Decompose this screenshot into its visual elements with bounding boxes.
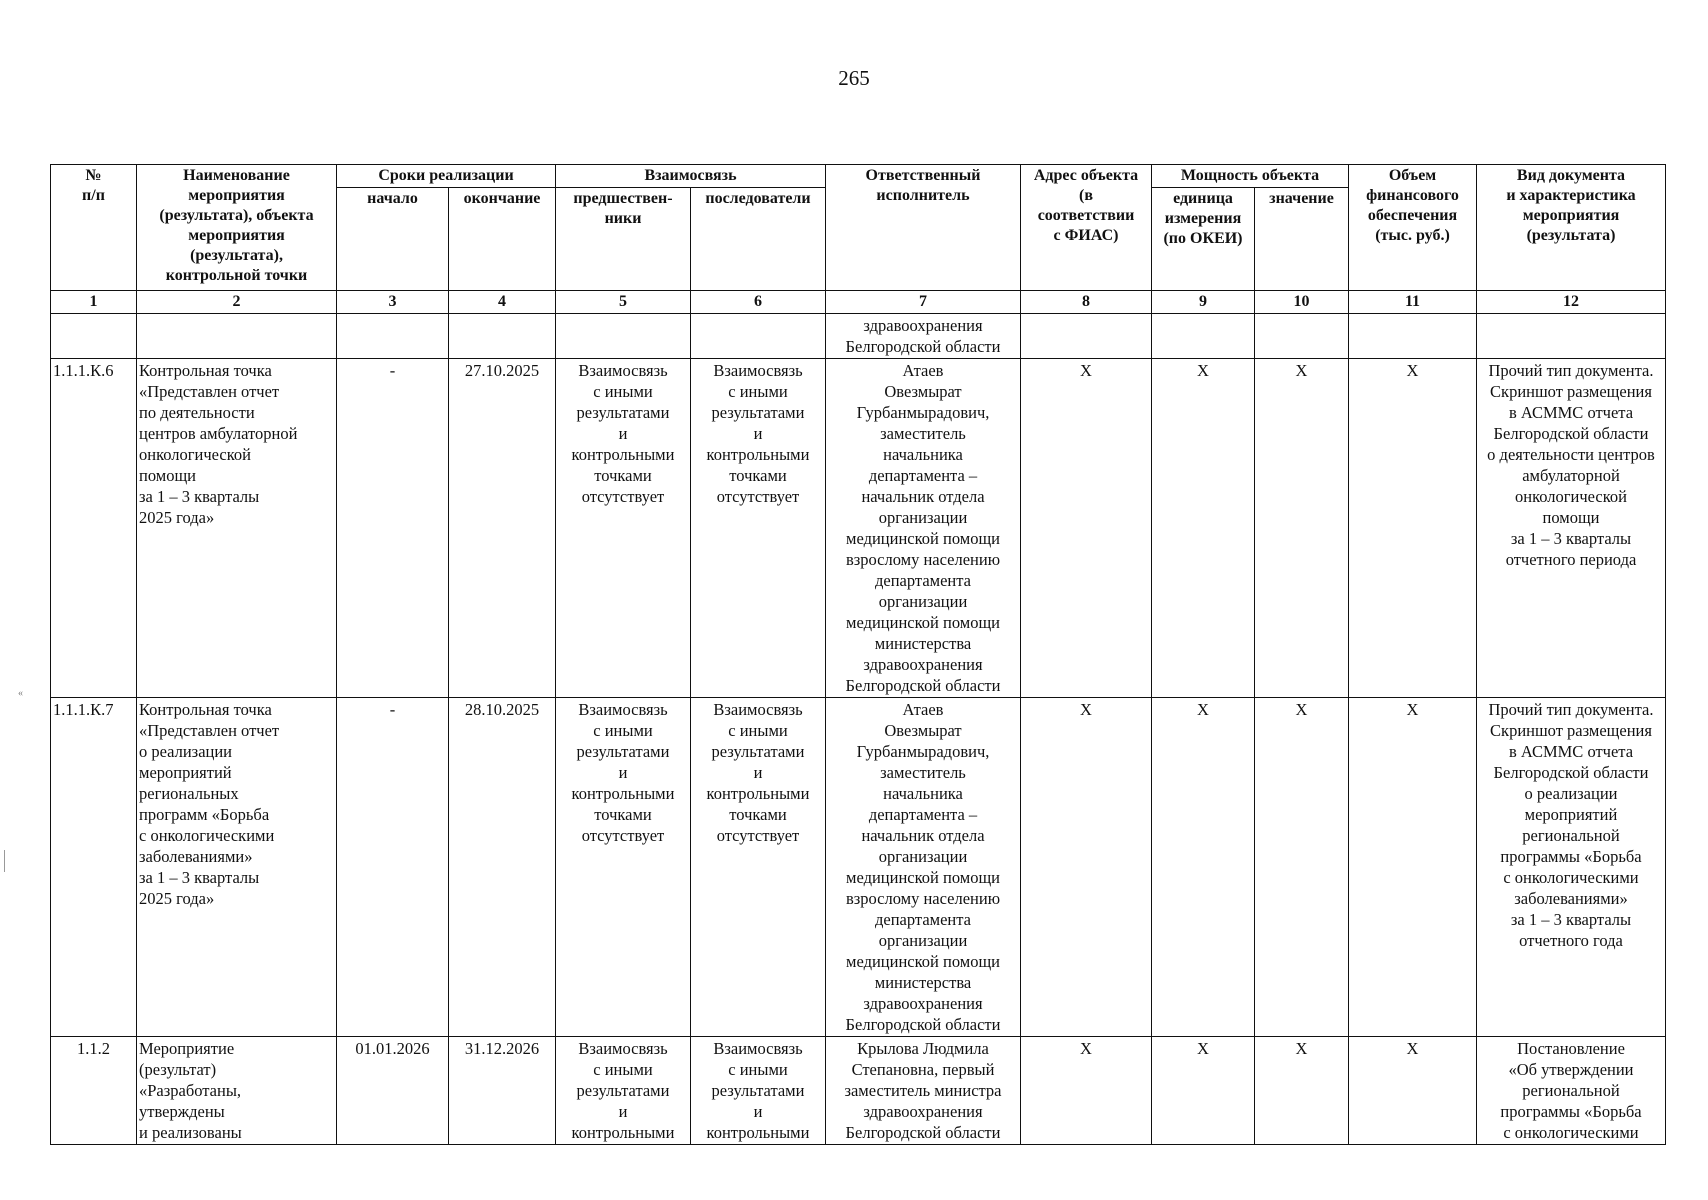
- column-number: 2: [137, 291, 337, 314]
- header-start: начало: [337, 188, 449, 291]
- plan-table: [50, 164, 1666, 1145]
- header-end: окончание: [449, 188, 556, 291]
- cell-document: Постановление «Об утверждении региональной программы «Борьба с онкологическими: [1477, 1037, 1666, 1145]
- cell-num: 1.1.2: [51, 1037, 137, 1145]
- cell-unit: Х: [1152, 359, 1255, 698]
- column-number: 12: [1477, 291, 1666, 314]
- cell-start: 01.01.2026: [337, 1037, 449, 1145]
- column-number-row: [51, 291, 1666, 314]
- page-number: 265: [838, 66, 870, 90]
- header-document: Вид документа и характеристика мероприятия (результата): [1477, 165, 1666, 291]
- cell-name: [137, 314, 337, 359]
- margin-line: [4, 850, 5, 872]
- column-number: 8: [1021, 291, 1152, 314]
- cell-document: Прочий тип документа. Скриншот размещения в АСММС отчета Белгородской области о деятельности центров амбулаторной онкологической помощи за 1 – 3 кварталы отчетного периода: [1477, 359, 1666, 698]
- cell-predecessors: [556, 314, 691, 359]
- cell-end: 28.10.2025: [449, 698, 556, 1037]
- cell-name: Контрольная точка «Представлен отчет по деятельности центров амбулаторной онкологической помощи за 1 – 3 кварталы 2025 года»: [137, 359, 337, 698]
- cell-name: Контрольная точка «Представлен отчет о реализации мероприятий региональных программ «Борьба с онкологическими заболеваниями» за 1 – 3 кварталы 2025 года»: [137, 698, 337, 1037]
- cell-address: [1021, 314, 1152, 359]
- column-number: 9: [1152, 291, 1255, 314]
- header-num: № п/п: [51, 165, 137, 291]
- column-number: 3: [337, 291, 449, 314]
- cell-address: Х: [1021, 359, 1152, 698]
- cell-address: Х: [1021, 1037, 1152, 1145]
- column-number: 5: [556, 291, 691, 314]
- cell-successors: Взаимосвязь с иными результатами и контрольными: [691, 1037, 826, 1145]
- cell-document: [1477, 314, 1666, 359]
- cell-responsible: Крылова Людмила Степановна, первый заместитель министра здравоохранения Белгородской области: [826, 1037, 1021, 1145]
- header-value: значение: [1255, 188, 1349, 291]
- cell-successors: [691, 314, 826, 359]
- cell-start: -: [337, 359, 449, 698]
- cell-value: Х: [1255, 698, 1349, 1037]
- cell-num: 1.1.1.К.6: [51, 359, 137, 698]
- cell-num: 1.1.1.К.7: [51, 698, 137, 1037]
- cell-responsible: Атаев Овезмырат Гурбанмырадович, заместитель начальника департамента – начальник отдела организации медицинской помощи взрослому населению департамента организации медицинской помощи министерства здравоохранения Белгородской области: [826, 359, 1021, 698]
- header-name: Наименование мероприятия (результата), объекта мероприятия (результата), контрольной точки: [137, 165, 337, 291]
- cell-financing: Х: [1349, 359, 1477, 698]
- cell-predecessors: Взаимосвязь с иными результатами и контрольными точками отсутствует: [556, 698, 691, 1037]
- header-predecessors: предшествен- ники: [556, 188, 691, 291]
- cell-unit: Х: [1152, 1037, 1255, 1145]
- margin-mark: «: [18, 688, 23, 699]
- cell-start: [337, 314, 449, 359]
- header-unit: единица измерения (по ОКЕИ): [1152, 188, 1255, 291]
- table-row: [51, 314, 1666, 359]
- header-terms: Сроки реализации: [337, 165, 556, 188]
- table-row: [51, 698, 1666, 1037]
- cell-unit: Х: [1152, 698, 1255, 1037]
- header-row-1: [51, 165, 1666, 188]
- column-number: 7: [826, 291, 1021, 314]
- cell-start: -: [337, 698, 449, 1037]
- cell-predecessors: Взаимосвязь с иными результатами и контрольными: [556, 1037, 691, 1145]
- cell-financing: Х: [1349, 698, 1477, 1037]
- column-number: 10: [1255, 291, 1349, 314]
- cell-end: 31.12.2026: [449, 1037, 556, 1145]
- cell-successors: Взаимосвязь с иными результатами и контрольными точками отсутствует: [691, 359, 826, 698]
- cell-end: 27.10.2025: [449, 359, 556, 698]
- cell-responsible: здравоохранения Белгородской области: [826, 314, 1021, 359]
- header-responsible: Ответственный исполнитель: [826, 165, 1021, 291]
- cell-num: [51, 314, 137, 359]
- column-number: 6: [691, 291, 826, 314]
- column-number: 4: [449, 291, 556, 314]
- column-number: 11: [1349, 291, 1477, 314]
- header-address: Адрес объекта (в соответствии с ФИАС): [1021, 165, 1152, 291]
- cell-value: Х: [1255, 1037, 1349, 1145]
- cell-end: [449, 314, 556, 359]
- header-financing: Объем финансового обеспечения (тыс. руб.): [1349, 165, 1477, 291]
- cell-predecessors: Взаимосвязь с иными результатами и контрольными точками отсутствует: [556, 359, 691, 698]
- cell-name: Мероприятие (результат) «Разработаны, утверждены и реализованы: [137, 1037, 337, 1145]
- column-number: 1: [51, 291, 137, 314]
- table-row: [51, 1037, 1666, 1145]
- header-power: Мощность объекта: [1152, 165, 1349, 188]
- table-row: [51, 359, 1666, 698]
- cell-address: Х: [1021, 698, 1152, 1037]
- header-links: Взаимосвязь: [556, 165, 826, 188]
- cell-financing: [1349, 314, 1477, 359]
- cell-document: Прочий тип документа. Скриншот размещения в АСММС отчета Белгородской области о реализации мероприятий региональной программы «Борьба с онкологическими заболеваниями» за 1 – 3 кварталы отчетного года: [1477, 698, 1666, 1037]
- header-successors: последователи: [691, 188, 826, 291]
- cell-unit: [1152, 314, 1255, 359]
- cell-value: Х: [1255, 359, 1349, 698]
- cell-value: [1255, 314, 1349, 359]
- cell-financing: Х: [1349, 1037, 1477, 1145]
- cell-successors: Взаимосвязь с иными результатами и контрольными точками отсутствует: [691, 698, 826, 1037]
- cell-responsible: Атаев Овезмырат Гурбанмырадович, заместитель начальника департамента – начальник отдела организации медицинской помощи взрослому населению департамента организации медицинской помощи министерства здравоохранения Белгородской области: [826, 698, 1021, 1037]
